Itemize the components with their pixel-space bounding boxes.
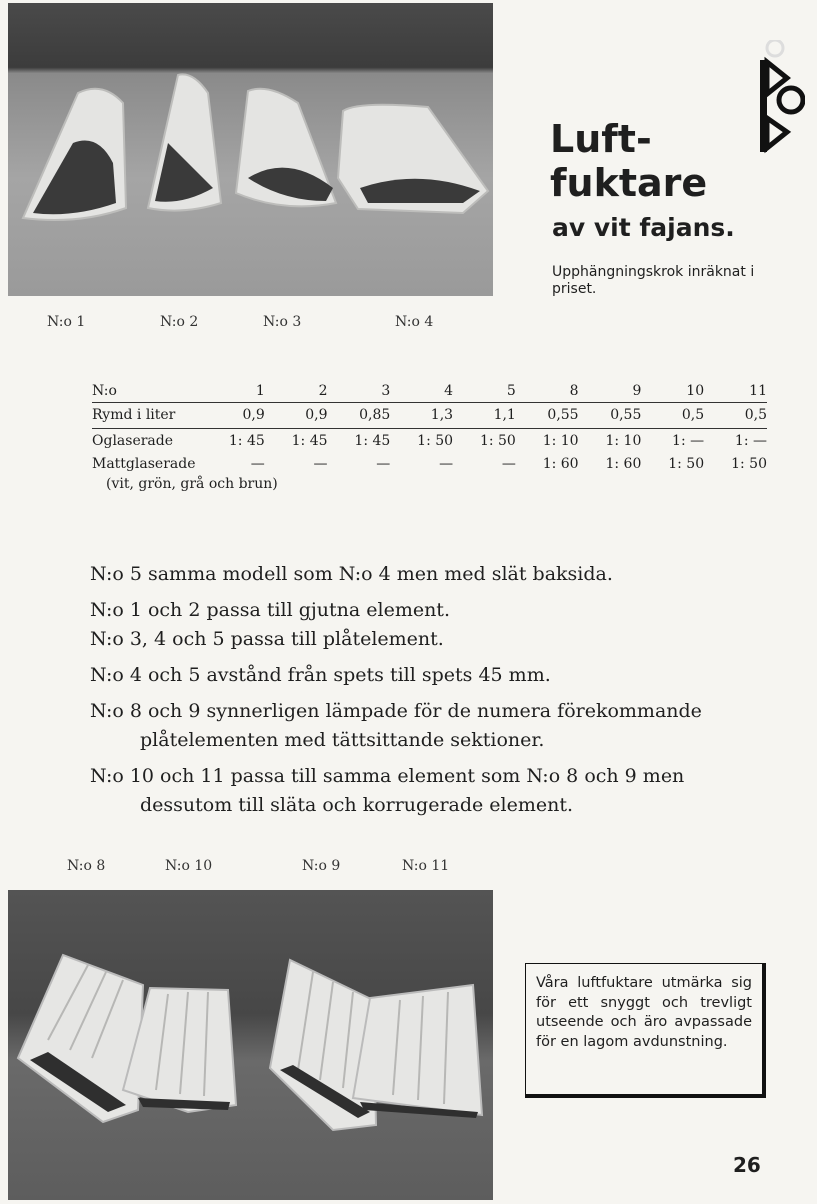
spec-cell: 1: 60 bbox=[605, 456, 642, 472]
top-caption-3: N:o 3 bbox=[263, 314, 302, 330]
spec-number: 5 bbox=[506, 382, 516, 399]
spec-cell: — bbox=[376, 456, 391, 472]
spec-cell: — bbox=[250, 456, 265, 472]
humidifier-photo-illustration bbox=[8, 3, 493, 296]
spec-cell: 1,1 bbox=[493, 407, 516, 423]
spec-number: 1 bbox=[255, 382, 265, 399]
spec-cell: 0,5 bbox=[744, 407, 767, 423]
top-product-photo bbox=[8, 3, 493, 296]
humidifier-photo-illustration bbox=[8, 890, 493, 1200]
spec-number: 8 bbox=[569, 382, 579, 399]
bo-logo bbox=[745, 40, 805, 160]
bottom-caption-1: N:o 8 bbox=[67, 858, 106, 874]
promo-box bbox=[525, 963, 766, 1098]
note-item: N:o 10 och 11 passa till samma element som N:o 8 och 9 men dessutom till släta och korrugerade element. bbox=[90, 765, 685, 816]
bottom-caption-4: N:o 11 bbox=[402, 858, 450, 874]
bottom-caption-3: N:o 9 bbox=[302, 858, 341, 874]
spec-cell: 1: 50 bbox=[417, 433, 454, 450]
spec-header-label: N:o bbox=[92, 382, 117, 399]
page-number: 26 bbox=[733, 1153, 761, 1177]
spec-row-matte bbox=[92, 454, 767, 474]
page-title-line2: fuktare bbox=[550, 161, 708, 205]
spec-cell: 1,3 bbox=[430, 407, 454, 423]
spec-cell: 1: 50 bbox=[731, 456, 767, 472]
bottom-product-photo bbox=[8, 890, 493, 1200]
spec-row-label: Rymd i liter bbox=[92, 407, 176, 423]
spec-cell: 0,5 bbox=[681, 407, 705, 423]
spec-cell: 1: — bbox=[734, 433, 767, 450]
spec-number: 9 bbox=[632, 382, 642, 399]
spec-number: 2 bbox=[318, 382, 328, 399]
bo-logo-icon bbox=[745, 40, 805, 160]
spec-number: 4 bbox=[444, 382, 454, 399]
spec-cell: 1: 45 bbox=[354, 433, 391, 450]
spec-cell: 0,55 bbox=[610, 407, 642, 423]
spec-cell: 1: 10 bbox=[605, 433, 642, 450]
spec-cell: 1: 50 bbox=[479, 433, 516, 450]
top-caption-1: N:o 1 bbox=[47, 314, 86, 330]
spec-cell: 1: 50 bbox=[668, 456, 705, 472]
spec-cell: — bbox=[501, 456, 516, 472]
spec-cell: 1: 45 bbox=[291, 433, 328, 450]
page-subtitle: av vit fajans. bbox=[552, 213, 735, 242]
spec-cell: 1: 10 bbox=[542, 433, 579, 450]
spec-number: 3 bbox=[381, 382, 391, 399]
spec-table bbox=[92, 380, 767, 492]
spec-row-label: Mattglaserade bbox=[92, 456, 196, 472]
spec-number: 11 bbox=[749, 382, 767, 399]
spec-row-label: Oglaserade bbox=[92, 433, 174, 450]
spec-cell: 1: 60 bbox=[542, 456, 579, 472]
page-title-line1: Luft- bbox=[550, 117, 652, 161]
top-caption-4: N:o 4 bbox=[395, 314, 434, 330]
spec-header-row bbox=[92, 380, 767, 402]
spec-cell: 0,9 bbox=[305, 407, 328, 423]
note-item: N:o 5 samma modell som N:o 4 men med slät baksida. bbox=[90, 563, 613, 585]
promo-text: Våra luftfuktare utmärka sig för ett snyggt och trevligt utseende och äro avpassade för en lagom avdunstning. bbox=[536, 975, 752, 1050]
spec-cell: — bbox=[313, 456, 328, 472]
note-item: N:o 3, 4 och 5 passa till plåtelement. bbox=[90, 628, 444, 650]
spec-cell: — bbox=[439, 456, 454, 472]
note-item: N:o 8 och 9 synnerligen lämpade för de numera förekommande plåtelementen med tättsittande sektioner. bbox=[90, 700, 702, 751]
spec-row-unglazed bbox=[92, 428, 767, 454]
spec-cell: 0,9 bbox=[242, 407, 265, 423]
spec-cell: 1: — bbox=[672, 433, 705, 450]
spec-row-volume bbox=[92, 402, 767, 428]
spec-cell: 1: 45 bbox=[228, 433, 265, 450]
note-item: N:o 1 och 2 passa till gjutna element. bbox=[90, 599, 450, 621]
spec-number: 10 bbox=[686, 382, 705, 399]
spec-cell: 0,85 bbox=[359, 407, 391, 423]
spec-footnote: (vit, grön, grå och brun) bbox=[106, 476, 278, 492]
hook-note: Upphängningskrok inräknat i priset. bbox=[552, 264, 755, 297]
note-item: N:o 4 och 5 avstånd från spets till spets 45 mm. bbox=[90, 664, 551, 686]
notes-section bbox=[90, 560, 780, 827]
bottom-caption-2: N:o 10 bbox=[165, 858, 213, 874]
top-caption-2: N:o 2 bbox=[160, 314, 199, 330]
spec-cell: 0,55 bbox=[547, 407, 579, 423]
